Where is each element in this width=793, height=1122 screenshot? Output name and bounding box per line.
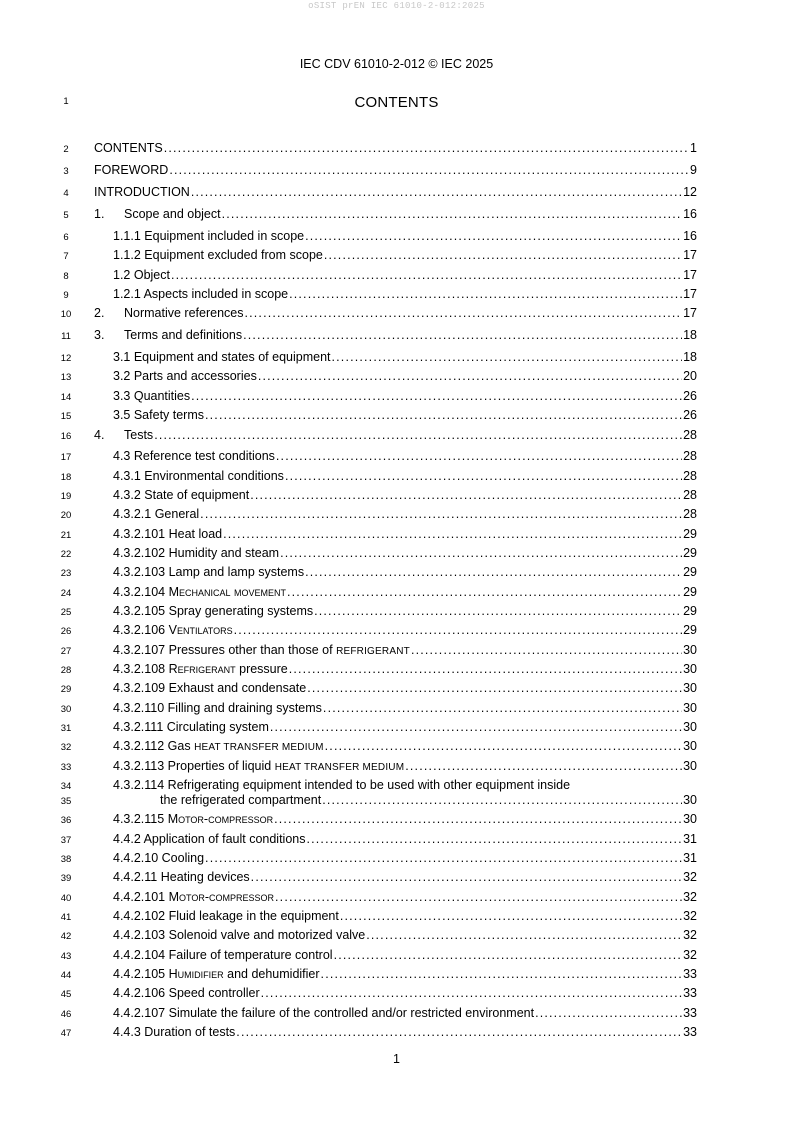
line-number: 3	[63, 166, 69, 177]
toc-entry[interactable]	[0, 585, 793, 601]
toc-entry-title: 4.3.2.104 Mechanical movement	[113, 585, 287, 599]
toc-entry-page: 32	[683, 928, 697, 942]
toc-entry[interactable]	[0, 928, 793, 944]
line-number: 36	[60, 815, 72, 826]
toc-leader-dots	[307, 832, 683, 847]
toc-leader-dots	[305, 229, 682, 244]
toc-entry[interactable]	[0, 739, 793, 755]
toc-entry-page: 29	[683, 565, 697, 579]
toc-entry[interactable]	[0, 681, 793, 697]
toc-entry[interactable]	[0, 248, 793, 264]
toc-leader-dots	[261, 986, 682, 1001]
toc-entry-title: CONTENTS	[94, 141, 163, 155]
line-number: 29	[60, 684, 72, 695]
toc-leader-dots	[287, 585, 682, 600]
line-number: 12	[60, 353, 72, 364]
line-number: 17	[60, 452, 72, 463]
toc-entry-title: 4.3.2.110 Filling and draining systems	[113, 701, 322, 715]
toc-entry[interactable]	[0, 141, 793, 157]
toc-leader-dots	[411, 643, 682, 658]
line-number: 23	[60, 568, 72, 579]
toc-leader-dots	[285, 469, 682, 484]
toc-entry-title: 4.3.2.113 Properties of liquid HEAT TRANSFER MEDIUM	[113, 759, 405, 773]
toc-entry-number: 2.	[94, 306, 105, 320]
toc-entry-page: 33	[683, 967, 697, 981]
toc-entry-title: 4.4.2.101 Motor-compressor	[113, 890, 275, 904]
toc-entry[interactable]	[0, 604, 793, 620]
toc-leader-dots	[164, 141, 689, 156]
toc-entry-page: 32	[683, 909, 697, 923]
line-number: 39	[60, 873, 72, 884]
toc-leader-dots	[205, 408, 682, 423]
toc-entry-title: 4.3.2.107 Pressures other than those of REFRIGERANT	[113, 643, 410, 657]
toc-entry-page: 18	[683, 350, 697, 364]
toc-entry-title: 3.5 Safety terms	[113, 408, 205, 422]
toc-entry-title: Normative references	[124, 306, 244, 320]
line-number: 33	[60, 762, 72, 773]
toc-leader-dots	[234, 623, 682, 638]
toc-entry-page: 30	[683, 739, 697, 753]
line-number: 19	[60, 491, 72, 502]
toc-entry-title: 4.4.2.11 Heating devices	[113, 870, 250, 884]
line-number: 22	[60, 549, 72, 560]
toc-leader-dots	[191, 389, 682, 404]
toc-entry-page: 32	[683, 890, 697, 904]
toc-leader-dots	[405, 759, 682, 774]
line-number: 34	[60, 781, 72, 792]
toc-leader-dots	[223, 527, 682, 542]
line-number: 24	[60, 588, 72, 599]
toc-entry-page: 29	[683, 623, 697, 637]
toc-entry[interactable]	[0, 890, 793, 906]
line-number: 5	[63, 210, 69, 221]
toc-leader-dots	[205, 851, 682, 866]
line-number: 27	[60, 646, 72, 657]
toc-leader-dots	[236, 1025, 682, 1040]
toc-entry-page: 28	[683, 488, 697, 502]
toc-leader-dots	[289, 287, 682, 302]
toc-entry-page: 26	[683, 408, 697, 422]
toc-entry-page: 20	[683, 369, 697, 383]
toc-entry-page: 17	[683, 287, 697, 301]
toc-entry-title: FOREWORD	[94, 163, 169, 177]
toc-entry-title: 4.4.2.10 Cooling	[113, 851, 205, 865]
toc-entry-title: 4.3.2.105 Spray generating systems	[113, 604, 314, 618]
toc-leader-dots	[270, 720, 682, 735]
toc-entry-title: 4.3.2.115 Motor-compressor	[113, 812, 274, 826]
toc-leader-dots	[323, 701, 682, 716]
toc-entry[interactable]	[0, 870, 793, 886]
toc-leader-dots	[154, 428, 682, 443]
toc-entry[interactable]	[0, 643, 793, 659]
toc-entry-page: 31	[683, 832, 697, 846]
toc-leader-dots	[171, 268, 682, 283]
toc-entry-page: 17	[683, 306, 697, 320]
toc-entry-page: 33	[683, 1025, 697, 1039]
toc-entry-title: 4.3.2.1 General	[113, 507, 200, 521]
line-number: 18	[60, 472, 72, 483]
toc-entry-title: 4.4.2.103 Solenoid valve and motorized valve	[113, 928, 366, 942]
toc-entry-title: 4.4.3 Duration of tests	[113, 1025, 236, 1039]
line-number: 2	[63, 144, 69, 155]
toc-leader-dots	[325, 739, 682, 754]
toc-entry[interactable]	[0, 623, 793, 639]
toc-entry-title: 4.3.2.112 Gas HEAT TRANSFER MEDIUM	[113, 739, 324, 753]
toc-entry-title: 3.2 Parts and accessories	[113, 369, 257, 383]
toc-entry-title: 1.2 Object	[113, 268, 170, 282]
line-number: 8	[63, 271, 69, 282]
toc-entry[interactable]	[0, 1025, 793, 1041]
line-number: 6	[63, 232, 69, 243]
toc-leader-dots	[332, 350, 683, 365]
page-number: 1	[393, 1052, 400, 1066]
line-number: 31	[60, 723, 72, 734]
toc-leader-dots	[334, 948, 683, 963]
toc-entry-title: 4.4.2.104 Failure of temperature control	[113, 948, 333, 962]
toc-leader-dots	[191, 185, 682, 200]
toc-leader-dots	[222, 207, 682, 222]
toc-entry-page: 32	[683, 870, 697, 884]
toc-entry-page: 17	[683, 268, 697, 282]
toc-entry-page: 28	[683, 449, 697, 463]
toc-leader-dots	[276, 449, 682, 464]
toc-leader-dots	[322, 793, 682, 808]
line-number: 38	[60, 854, 72, 865]
toc-entry-page: 16	[683, 207, 697, 221]
toc-entry[interactable]	[0, 759, 793, 775]
toc-leader-dots	[280, 546, 682, 561]
line-number: 10	[60, 309, 72, 320]
toc-entry-title: 4.3.2.103 Lamp and lamp systems	[113, 565, 305, 579]
toc-entry-title: INTRODUCTION	[94, 185, 190, 199]
toc-entry-title: the refrigerated compartment	[160, 793, 322, 807]
toc-leader-dots	[243, 328, 682, 343]
toc-entry-page: 28	[683, 469, 697, 483]
line-number: 15	[60, 411, 72, 422]
toc-leader-dots	[200, 507, 682, 522]
toc-entry-page: 29	[683, 527, 697, 541]
toc-entry[interactable]	[0, 428, 793, 444]
document-header: IEC CDV 61010-2-012 © IEC 2025	[299, 57, 494, 71]
line-number: 13	[60, 372, 72, 383]
line-number: 30	[60, 704, 72, 715]
line-number: 16	[60, 431, 72, 442]
toc-entry-page: 30	[683, 701, 697, 715]
toc-leader-dots	[275, 890, 682, 905]
toc-entry[interactable]	[0, 986, 793, 1002]
toc-entry-page: 9	[690, 163, 697, 177]
line-number: 1	[63, 96, 69, 107]
toc-entry[interactable]	[0, 546, 793, 562]
toc-entry-title-continued: 4.3.2.114 Refrigerating equipment intended to be used with other equipment inside	[113, 778, 571, 792]
toc-entry[interactable]	[0, 701, 793, 717]
toc-entry-title: 4.3.1 Environmental conditions	[113, 469, 284, 483]
toc-entry-page: 33	[683, 1006, 697, 1020]
line-number: 44	[60, 970, 72, 981]
toc-entry-page: 30	[683, 793, 697, 807]
toc-entry-title: 4.3.2.111 Circulating system	[113, 720, 269, 734]
toc-entry-title: 4.3.2.106 Ventilators	[113, 623, 233, 637]
toc-entry-page: 30	[683, 643, 697, 657]
toc-entry[interactable]	[0, 328, 793, 344]
toc-entry[interactable]	[0, 565, 793, 581]
toc-entry-title: 4.3.2.101 Heat load	[113, 527, 223, 541]
toc-entry[interactable]	[0, 1006, 793, 1022]
toc-leader-dots	[245, 306, 683, 321]
toc-entry-page: 17	[683, 248, 697, 262]
toc-entry[interactable]	[0, 163, 793, 179]
toc-leader-dots	[324, 248, 682, 263]
line-number: 7	[63, 251, 69, 262]
toc-entry-title: 1.1.1 Equipment included in scope	[113, 229, 305, 243]
toc-entry-title: Scope and object	[124, 207, 221, 221]
line-number: 20	[60, 510, 72, 521]
toc-entry[interactable]	[0, 851, 793, 867]
toc-entry-page: 32	[683, 948, 697, 962]
toc-entry-page: 30	[683, 759, 697, 773]
toc-entry-title: Terms and definitions	[124, 328, 243, 342]
toc-entry-title: 3.3 Quantities	[113, 389, 191, 403]
toc-entry-page: 29	[683, 546, 697, 560]
document-watermark: oSIST prEN IEC 61010-2-012:2025	[308, 1, 485, 11]
toc-entry-page: 33	[683, 986, 697, 1000]
toc-entry-title: 1.2.1 Aspects included in scope	[113, 287, 289, 301]
toc-entry-page: 1	[690, 141, 697, 155]
line-number: 21	[60, 530, 72, 541]
toc-entry-page: 18	[683, 328, 697, 342]
line-number: 14	[60, 392, 72, 403]
line-number: 26	[60, 626, 72, 637]
toc-entry-title: 1.1.2 Equipment excluded from scope	[113, 248, 323, 262]
toc-leader-dots	[321, 967, 683, 982]
toc-entry-page: 30	[683, 720, 697, 734]
toc-entry-page: 12	[683, 185, 697, 199]
toc-entry-page: 30	[683, 662, 697, 676]
toc-entry-title: 4.3.2.109 Exhaust and condensate	[113, 681, 307, 695]
toc-entry-page: 29	[683, 604, 697, 618]
toc-leader-dots	[307, 681, 682, 696]
toc-entry[interactable]	[0, 350, 793, 366]
line-number: 41	[60, 912, 72, 923]
toc-leader-dots	[250, 488, 682, 503]
toc-entry[interactable]	[0, 389, 793, 405]
line-number: 40	[60, 893, 72, 904]
line-number: 32	[60, 742, 72, 753]
toc-entry-page: 28	[683, 507, 697, 521]
toc-entry[interactable]	[0, 268, 793, 284]
toc-entry[interactable]	[0, 832, 793, 848]
toc-entry-title: 4.4.2.106 Speed controller	[113, 986, 260, 1000]
toc-entry[interactable]	[0, 720, 793, 736]
toc-entry[interactable]	[0, 287, 793, 303]
toc-entry-title: 4.3.2.102 Humidity and steam	[113, 546, 280, 560]
toc-entry-title: Tests	[124, 428, 154, 442]
toc-entry-page: 30	[683, 812, 697, 826]
line-number: 37	[60, 835, 72, 846]
toc-entry-number: 4.	[94, 428, 105, 442]
line-number: 42	[60, 931, 72, 942]
line-number: 47	[60, 1028, 72, 1039]
toc-entry[interactable]	[0, 909, 793, 925]
toc-entry-title: 3.1 Equipment and states of equipment	[113, 350, 331, 364]
toc-entry-page: 26	[683, 389, 697, 403]
toc-entry-number: 1.	[94, 207, 105, 221]
line-number: 11	[61, 331, 71, 342]
toc-entry-title: 4.4.2.102 Fluid leakage in the equipment	[113, 909, 339, 923]
line-number: 35	[60, 796, 72, 807]
toc-leader-dots	[366, 928, 682, 943]
toc-entry-page: 30	[683, 681, 697, 695]
toc-entry-page: 28	[683, 428, 697, 442]
line-number: 9	[63, 290, 69, 301]
toc-entry-title: 4.3.2.108 Refrigerant pressure	[113, 662, 288, 676]
toc-entry-title: 4.3.2 State of equipment	[113, 488, 250, 502]
toc-entry[interactable]	[0, 408, 793, 424]
line-number: 25	[60, 607, 72, 618]
toc-leader-dots	[251, 870, 682, 885]
line-number: 4	[63, 188, 69, 199]
toc-entry-number: 3.	[94, 328, 105, 342]
toc-leader-dots	[535, 1006, 682, 1021]
toc-entry[interactable]	[0, 967, 793, 983]
page-title: CONTENTS	[354, 94, 439, 111]
line-number: 28	[60, 665, 72, 676]
toc-entry-page: 29	[683, 585, 697, 599]
line-number: 43	[60, 951, 72, 962]
toc-entry[interactable]	[0, 948, 793, 964]
toc-entry[interactable]	[0, 793, 793, 809]
toc-entry[interactable]	[0, 449, 793, 465]
toc-entry[interactable]	[0, 469, 793, 485]
toc-leader-dots	[289, 662, 682, 677]
toc-entry[interactable]	[0, 662, 793, 678]
toc-entry[interactable]	[0, 306, 793, 322]
toc-leader-dots	[314, 604, 682, 619]
toc-leader-dots	[305, 565, 682, 580]
toc-leader-dots	[258, 369, 682, 384]
toc-entry[interactable]	[0, 369, 793, 385]
toc-entry-title: 4.3 Reference test conditions	[113, 449, 275, 463]
toc-entry-title: 4.4.2.107 Simulate the failure of the controlled and/or restricted environment	[113, 1006, 535, 1020]
toc-entry-page: 16	[683, 229, 697, 243]
toc-entry[interactable]	[0, 488, 793, 504]
toc-entry[interactable]	[0, 812, 793, 828]
toc-leader-dots	[274, 812, 682, 827]
toc-entry[interactable]	[0, 527, 793, 543]
toc-entry-title: 4.4.2.105 Humidifier and dehumidifier	[113, 967, 320, 981]
line-number: 45	[60, 989, 72, 1000]
toc-entry[interactable]	[0, 207, 793, 223]
toc-leader-dots	[169, 163, 689, 178]
toc-entry[interactable]	[0, 185, 793, 201]
toc-entry-page: 31	[683, 851, 697, 865]
line-number: 46	[60, 1009, 72, 1020]
toc-entry[interactable]	[0, 229, 793, 245]
toc-leader-dots	[340, 909, 682, 924]
toc-entry-title: 4.4.2 Application of fault conditions	[113, 832, 306, 846]
toc-entry[interactable]	[0, 507, 793, 523]
